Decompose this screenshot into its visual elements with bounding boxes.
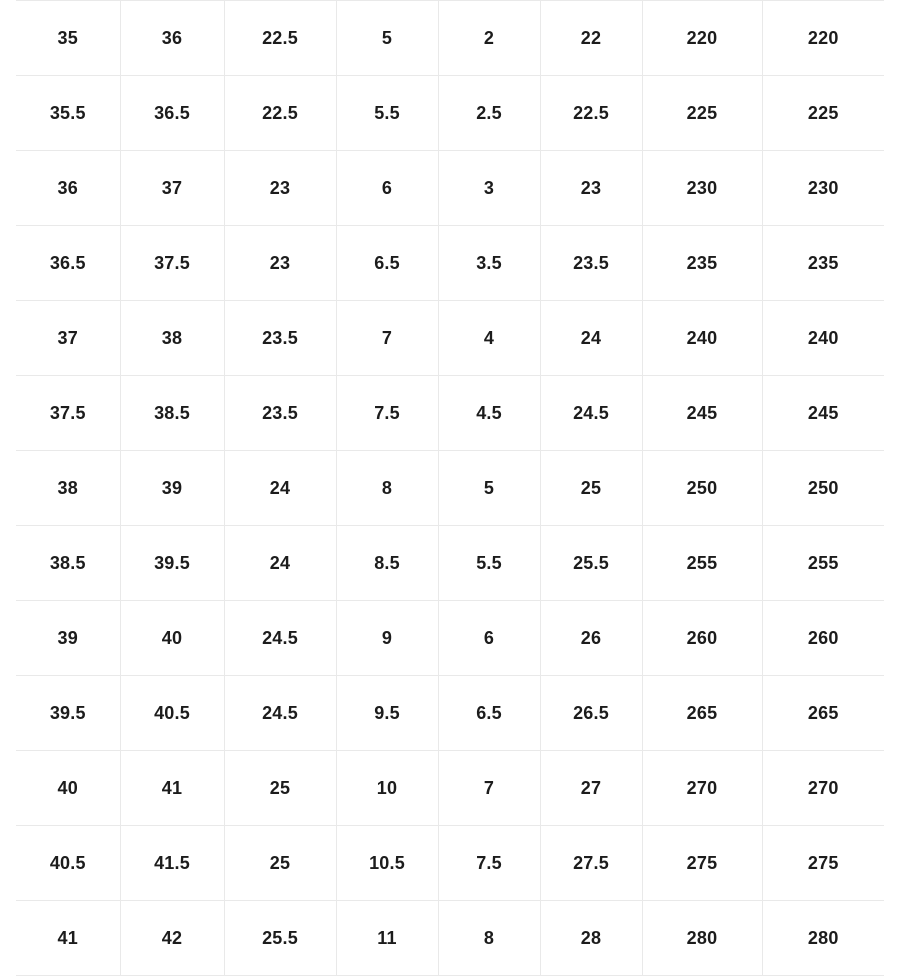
table-cell: 235 <box>642 226 762 301</box>
table-cell: 6 <box>438 601 540 676</box>
table-cell: 230 <box>762 151 884 226</box>
size-chart-body <box>16 1 884 976</box>
table-cell: 37.5 <box>16 376 120 451</box>
table-cell: 22.5 <box>540 76 642 151</box>
table-cell: 4 <box>438 301 540 376</box>
table-cell: 265 <box>642 676 762 751</box>
table-cell: 7 <box>438 751 540 826</box>
table-cell: 41.5 <box>120 826 224 901</box>
table-cell: 22.5 <box>224 76 336 151</box>
table-cell: 36.5 <box>120 76 224 151</box>
table-cell: 2 <box>438 1 540 76</box>
table-cell: 255 <box>762 526 884 601</box>
table-cell: 7.5 <box>336 376 438 451</box>
table-cell: 23 <box>224 151 336 226</box>
table-cell: 22.5 <box>224 1 336 76</box>
table-cell: 40 <box>120 601 224 676</box>
table-cell: 36 <box>16 151 120 226</box>
table-cell: 275 <box>642 826 762 901</box>
table-cell: 39.5 <box>16 676 120 751</box>
table-row <box>16 601 884 676</box>
table-row <box>16 151 884 226</box>
table-cell: 280 <box>762 901 884 976</box>
table-cell: 235 <box>762 226 884 301</box>
table-cell: 245 <box>762 376 884 451</box>
table-cell: 24.5 <box>540 376 642 451</box>
table-cell: 9.5 <box>336 676 438 751</box>
table-cell: 28 <box>540 901 642 976</box>
table-row <box>16 826 884 901</box>
table-row <box>16 1 884 76</box>
table-cell: 10 <box>336 751 438 826</box>
table-cell: 23 <box>224 226 336 301</box>
table-cell: 38.5 <box>120 376 224 451</box>
table-row <box>16 526 884 601</box>
table-row <box>16 751 884 826</box>
table-cell: 25.5 <box>224 901 336 976</box>
table-cell: 37 <box>120 151 224 226</box>
table-cell: 36.5 <box>16 226 120 301</box>
table-cell: 240 <box>642 301 762 376</box>
table-row <box>16 376 884 451</box>
table-row <box>16 676 884 751</box>
table-cell: 6 <box>336 151 438 226</box>
table-cell: 265 <box>762 676 884 751</box>
table-cell: 39 <box>16 601 120 676</box>
table-row <box>16 901 884 976</box>
table-cell: 5 <box>336 1 438 76</box>
table-cell: 23.5 <box>224 301 336 376</box>
table-cell: 24.5 <box>224 676 336 751</box>
table-cell: 220 <box>642 1 762 76</box>
table-cell: 38 <box>16 451 120 526</box>
table-cell: 38 <box>120 301 224 376</box>
table-cell: 24.5 <box>224 601 336 676</box>
table-cell: 7.5 <box>438 826 540 901</box>
table-cell: 260 <box>642 601 762 676</box>
table-cell: 3 <box>438 151 540 226</box>
table-cell: 11 <box>336 901 438 976</box>
table-cell: 5.5 <box>336 76 438 151</box>
table-cell: 6.5 <box>438 676 540 751</box>
table-cell: 275 <box>762 826 884 901</box>
table-row <box>16 451 884 526</box>
table-cell: 8 <box>336 451 438 526</box>
table-row <box>16 76 884 151</box>
table-cell: 8.5 <box>336 526 438 601</box>
table-cell: 250 <box>642 451 762 526</box>
table-cell: 25 <box>224 751 336 826</box>
table-cell: 24 <box>224 451 336 526</box>
table-cell: 260 <box>762 601 884 676</box>
table-cell: 22 <box>540 1 642 76</box>
table-cell: 5 <box>438 451 540 526</box>
table-cell: 23 <box>540 151 642 226</box>
table-cell: 41 <box>16 901 120 976</box>
table-cell: 38.5 <box>16 526 120 601</box>
table-cell: 39 <box>120 451 224 526</box>
table-cell: 23.5 <box>224 376 336 451</box>
table-cell: 3.5 <box>438 226 540 301</box>
table-row <box>16 226 884 301</box>
table-cell: 24 <box>224 526 336 601</box>
table-cell: 270 <box>762 751 884 826</box>
table-cell: 230 <box>642 151 762 226</box>
table-cell: 225 <box>642 76 762 151</box>
table-cell: 255 <box>642 526 762 601</box>
table-cell: 27 <box>540 751 642 826</box>
table-cell: 39.5 <box>120 526 224 601</box>
table-cell: 37.5 <box>120 226 224 301</box>
table-cell: 250 <box>762 451 884 526</box>
table-cell: 280 <box>642 901 762 976</box>
table-cell: 5.5 <box>438 526 540 601</box>
table-cell: 220 <box>762 1 884 76</box>
table-cell: 240 <box>762 301 884 376</box>
table-cell: 37 <box>16 301 120 376</box>
table-cell: 6.5 <box>336 226 438 301</box>
table-cell: 26.5 <box>540 676 642 751</box>
table-cell: 4.5 <box>438 376 540 451</box>
table-cell: 40.5 <box>120 676 224 751</box>
table-cell: 23.5 <box>540 226 642 301</box>
table-cell: 35 <box>16 1 120 76</box>
table-cell: 225 <box>762 76 884 151</box>
table-cell: 270 <box>642 751 762 826</box>
table-row <box>16 301 884 376</box>
table-cell: 24 <box>540 301 642 376</box>
table-cell: 245 <box>642 376 762 451</box>
table-cell: 2.5 <box>438 76 540 151</box>
table-cell: 25 <box>224 826 336 901</box>
table-cell: 25 <box>540 451 642 526</box>
table-cell: 40 <box>16 751 120 826</box>
table-cell: 9 <box>336 601 438 676</box>
table-cell: 41 <box>120 751 224 826</box>
table-cell: 35.5 <box>16 76 120 151</box>
table-cell: 40.5 <box>16 826 120 901</box>
table-cell: 7 <box>336 301 438 376</box>
table-cell: 27.5 <box>540 826 642 901</box>
table-cell: 26 <box>540 601 642 676</box>
size-chart-table <box>16 0 884 976</box>
table-cell: 25.5 <box>540 526 642 601</box>
table-cell: 42 <box>120 901 224 976</box>
table-cell: 8 <box>438 901 540 976</box>
table-cell: 36 <box>120 1 224 76</box>
table-cell: 10.5 <box>336 826 438 901</box>
